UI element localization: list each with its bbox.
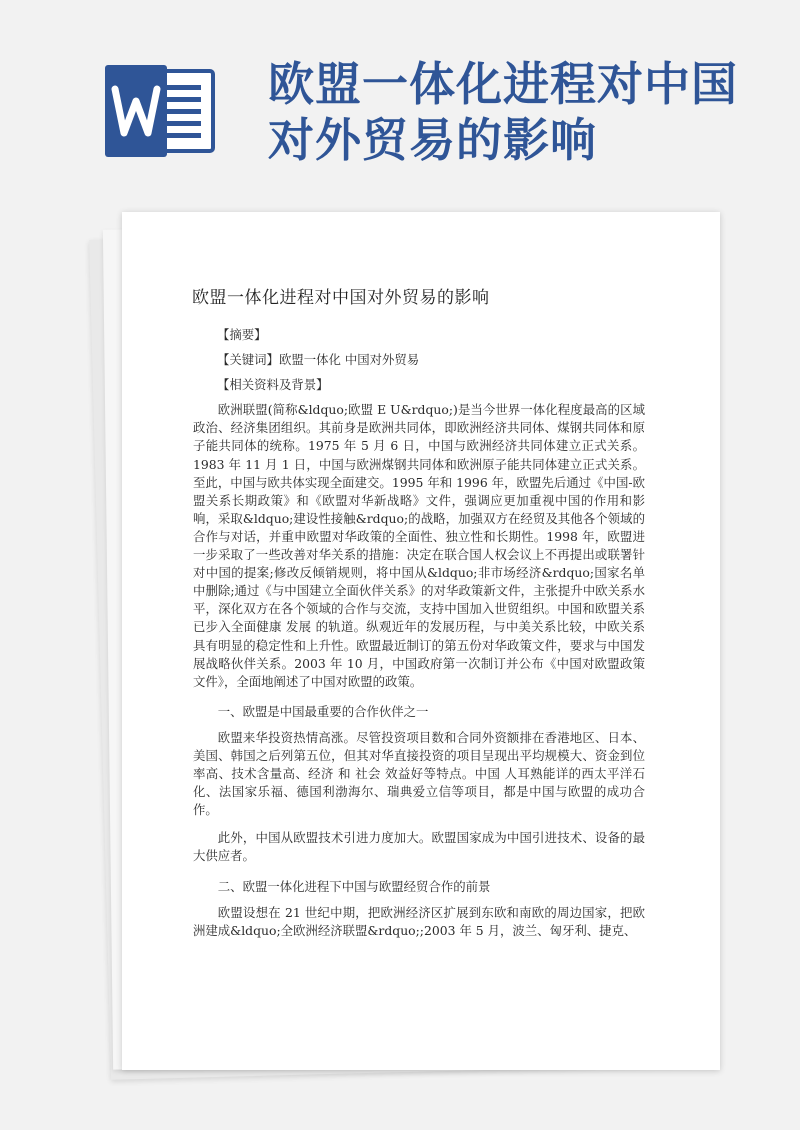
paragraph-2: 欧盟来华投资热情高涨。尽管投资项目数和合同外资额排在香港地区、日本、美国、韩国之后列第五位，但其对华直接投资的项目呈现出平均规模大、资金到位率高、技术含量高、经济 和 社会 效益好等特点。中国 人耳熟能详的西太平洋石化、法国家乐福、德国利渤海尔、瑞典爱立信等项目，都是中国与欧盟的成功合作。 xyxy=(193,729,645,818)
document-body xyxy=(193,326,645,940)
section-1-heading: 一、欧盟是中国最重要的合作伙伴之一 xyxy=(217,703,429,719)
keywords-line: 【关键词】欧盟一体化 中国对外贸易 xyxy=(217,352,420,368)
header-title: 欧盟一体化进程对中国对外贸易的影响 xyxy=(268,57,738,167)
paragraph-1: 欧洲联盟(简称&ldquo;欧盟 E U&rdquo;)是当今世界一体化程度最高的区域政治、经济集团组织。其前身是欧洲共同体，即欧洲经济共同体、煤钢共同体和原子能共同体的统称。1975 年 5 月 6 日，中国与欧洲经济共同体建立正式关系。1983 年 11 月 1 日，中国与欧洲煤钢共同体和欧洲原子能共同体建立正式关系。至此，中国与欧共体实现全面建交。1995 年和 1996 年，欧盟先后通过《中国-欧盟关系长期政策》和《欧盟对华新战略》文件，强调应更加重视中国的作用和影响，采取&ldquo;建设性接触&rdquo;的战略，加强双方在经贸及其他各个领域的合作与对话，并重申欧盟对华政策的全面性、独立性和长期性。1998 年，欧盟进一步采取了一些改善对华关系的措施：决定在联合国人权会议上不再提出或联署针对中国的提案;修改反倾销规则，将中国从&ldquo;非市场经济&rdquo;国家名单中删除;通过《与中国建立全面伙伴关系》的对华政策新文件，主张提升中欧关系水平，深化双方在各个领域的合作与交流，支持中国加入世贸组织。中国和欧盟关系已步入全面健康 发展 的轨道。纵观近年的发展历程，与中美关系比较，中欧关系具有明显的稳定性和上升性。欧盟最近制订的第五份对华政策文件，要求与中国发展战略伙伴关系。2003 年 10 月，中国政府第一次制订并公布《中国对欧盟政策文件》，全面地阐述了中国对欧盟的政策。 xyxy=(193,402,645,689)
document-page xyxy=(122,212,720,1070)
word-document-icon xyxy=(105,65,217,157)
document-title: 欧盟一体化进程对中国对外贸易的影响 xyxy=(192,288,490,308)
background-label: 【相关资料及背景】 xyxy=(217,377,329,393)
paragraph-3: 此外，中国从欧盟技术引进力度加大。欧盟国家成为中国引进技术、设备的最大供应者。 xyxy=(193,830,645,864)
abstract-label: 【摘要】 xyxy=(217,327,267,342)
header-banner xyxy=(0,0,800,210)
section-2-heading: 二、欧盟一体化进程下中国与欧盟经贸合作的前景 xyxy=(217,878,491,894)
paragraph-4: 欧盟设想在 21 世纪中期，把欧洲经济区扩展到东欧和南欧的周边国家，把欧洲建成&ldquo;全欧洲经济联盟&rdquo;;2003 年 5 月，波兰、匈牙利、捷克、 xyxy=(193,904,645,938)
